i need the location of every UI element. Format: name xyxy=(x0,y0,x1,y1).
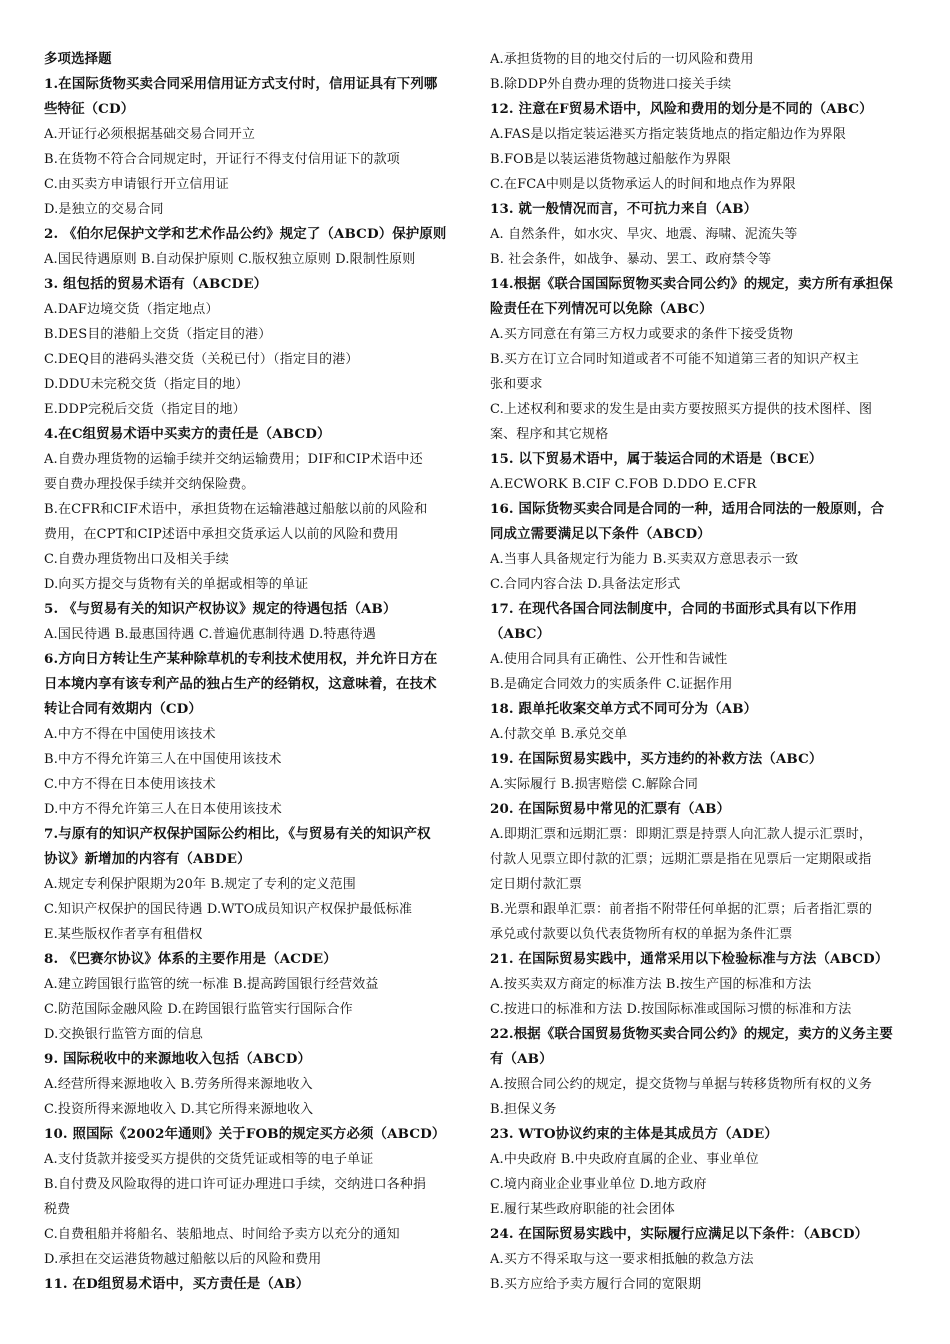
option-text-line: D.是独立的交易合同 xyxy=(44,202,164,217)
option-text-line: B.自付费及风险取得的进口许可证办理进口手续，交纳进口各种捐 xyxy=(44,1177,427,1192)
option-text-line: A.国民待遇 B.最惠国待遇 C.普遍优惠制待遇 D.特惠待遇 xyxy=(44,627,376,642)
question-text-line: 协议》新增加的内容有（ABDE） xyxy=(44,851,251,867)
question-text-line: 转让合同有效期内（CD） xyxy=(44,701,202,717)
question-text-line: 5. 《与贸易有关的知识产权协议》规定的待遇包括（AB） xyxy=(44,601,397,617)
option-text-line: C.投资所得来源地收入 D.其它所得来源地收入 xyxy=(44,1102,314,1117)
option-text-line: 费用，在CPT和CIP述语中承担交货承运人以前的风险和费用 xyxy=(44,527,399,542)
option-text-line: C.上述权利和要求的发生是由卖方要按照买方提供的技术图样、图 xyxy=(490,402,873,417)
option-text-line: D.中方不得允许第三人在日本使用该技术 xyxy=(44,802,282,817)
option-text-line: B.在CFR和CIF术语中，承担货物在运输港越过船舷以前的风险和 xyxy=(44,502,428,517)
option-text-line: A.按买卖双方商定的标准方法 B.按生产国的标准和方法 xyxy=(490,977,812,992)
option-text-line: B.买方应给予卖方履行合同的宽限期 xyxy=(490,1277,702,1292)
option-text-line: A. 自然条件，如水灾、旱灾、地震、海啸、泥流失等 xyxy=(490,227,798,242)
option-text-line: 税费 xyxy=(44,1202,71,1217)
option-text-line: B.DES目的港船上交货（指定目的港） xyxy=(44,327,272,342)
option-text-line: C.知识产权保护的国民待遇 D.WTO成员知识产权保护最低标准 xyxy=(44,902,413,917)
option-text-line: B.买方在订立合同时知道或者不可能不知道第三者的知识产权主 xyxy=(490,352,860,367)
question-text-line: 有（AB） xyxy=(490,1051,553,1067)
option-text-line: A.即期汇票和远期汇票：即期汇票是持票人向汇款人提示汇票时， xyxy=(490,827,873,842)
option-text-line: C.自费租船并将船名、装船地点、时间给予卖方以充分的通知 xyxy=(44,1227,400,1242)
option-text-line: C.境内商业企业事业单位 D.地方政府 xyxy=(490,1177,707,1192)
option-text-line: 定日期付款汇票 xyxy=(490,877,583,892)
option-text-line: C.防范国际金融风险 D.在跨国银行监管实行国际合作 xyxy=(44,1002,353,1017)
option-text-line: A.ECWORK B.CIF C.FOB D.DDO E.CFR xyxy=(490,477,757,492)
option-text-line: E.DDP完税后交货（指定目的地） xyxy=(44,402,246,417)
option-text-line: A.当事人具备规定行为能力 B.买卖双方意思表示一致 xyxy=(490,552,799,567)
option-text-line: A.经营所得来源地收入 B.劳务所得来源地收入 xyxy=(44,1077,313,1092)
option-text-line: B. 社会条件，如战争、暴动、罢工、政府禁令等 xyxy=(490,252,772,267)
option-text-line: C.在FCA中则是以货物承运人的时间和地点作为界限 xyxy=(490,177,796,192)
option-text-line: A.买方同意在有第三方权力或要求的条件下接受货物 xyxy=(490,327,794,342)
question-text-line: 14.根据《联合国国际贸物买卖合同公约》的规定，卖方所有承担保 xyxy=(490,276,893,292)
question-text-line: 21. 在国际贸易实践中，通常采用以下检验标准与方法（ABCD） xyxy=(490,951,889,967)
question-text-line: 1.在国际货物买卖合同采用信用证方式支付时，信用证具有下列哪 xyxy=(44,76,438,92)
question-text-line: 同成立需要满足以下条件（ABCD） xyxy=(490,526,711,542)
option-text-line: B.中方不得允许第三人在中国使用该技术 xyxy=(44,752,282,767)
option-text-line: B.在货物不符合合同规定时，开证行不得支付信用证下的款项 xyxy=(44,152,400,167)
question-text-line: 11. 在D组贸易术语中，买方责任是（AB） xyxy=(44,1276,310,1292)
question-text-line: 12. 注意在F贸易术语中，风险和费用的划分是不同的（ABC） xyxy=(490,101,873,117)
question-text-line: 10. 照国际《2002年通则》关于FOB的规定买方必须（ABCD） xyxy=(44,1126,446,1142)
option-text-line: A.自费办理货物的运输手续并交纳运输费用；DIF和CIP术语中还 xyxy=(44,452,423,467)
question-text-line: 23. WTO协议约束的主体是其成员方（ADE） xyxy=(490,1126,778,1142)
option-text-line: 承兑或付款要以负代表货物所有权的单据为条件汇票 xyxy=(490,927,793,942)
left-column xyxy=(44,47,464,1297)
option-text-line: C.由买卖方申请银行开立信用证 xyxy=(44,177,229,192)
question-text-line: 日本境内享有该专利产品的独占生产的经销权，这意味着，在技术 xyxy=(44,676,437,692)
question-text-line: 19. 在国际贸易实践中，买方违约的补救方法（ABC） xyxy=(490,751,823,767)
option-text-line: B.FOB是以装运港货物越过船舷作为界限 xyxy=(490,152,731,167)
option-text-line: D.DDU未完税交货（指定目的地） xyxy=(44,377,249,392)
option-text-line: A.买方不得采取与这一要求相抵触的救急方法 xyxy=(490,1252,754,1267)
option-text-line: 要自费办理投保手续并交纳保险费。 xyxy=(44,477,255,492)
option-text-line: E.某些版权作者享有租借权 xyxy=(44,927,203,942)
question-text-line: 9. 国际税收中的来源地收入包括（ABCD） xyxy=(44,1051,312,1067)
option-text-line: A.实际履行 B.损害赔偿 C.解除合同 xyxy=(490,777,699,792)
question-text-line: 6.方向日方转让生产某种除草机的专利技术使用权，并允许日方在 xyxy=(44,651,438,667)
option-text-line: D.向买方提交与货物有关的单据或相等的单证 xyxy=(44,577,309,592)
option-text-line: C.自费办理货物出口及相关手续 xyxy=(44,552,229,567)
option-text-line: A.付款交单 B.承兑交单 xyxy=(490,727,628,742)
option-text-line: A.开证行必须根据基础交易合同开立 xyxy=(44,127,256,142)
option-text-line: A.FAS是以指定装运港买方指定装货地点的指定船边作为界限 xyxy=(490,127,847,142)
question-text-line: 3. 组包括的贸易术语有（ABCDE） xyxy=(44,276,268,292)
option-text-line: A.使用合同具有正确性、公开性和告诫性 xyxy=(490,652,728,667)
option-text-line: E.履行某些政府职能的社会团体 xyxy=(490,1202,675,1217)
option-text-line: B.除DDP外自费办理的货物进口接关手续 xyxy=(490,77,732,92)
right-column xyxy=(490,47,910,1297)
question-text-line: 些特征（CD） xyxy=(44,101,135,117)
option-text-line: C.中方不得在日本使用该技术 xyxy=(44,777,216,792)
option-text-line: C.DEQ目的港码头港交货（关税已付）（指定目的港） xyxy=(44,352,359,367)
section-heading: 多项选择题 xyxy=(44,51,112,67)
option-text-line: B.光票和跟单汇票：前者指不附带任何单据的汇票；后者指汇票的 xyxy=(490,902,873,917)
option-text-line: A.中方不得在中国使用该技术 xyxy=(44,727,216,742)
option-text-line: 张和要求 xyxy=(490,377,543,392)
question-text-line: 险责任在下列情况可以免除（ABC） xyxy=(490,301,713,317)
option-text-line: C.按进口的标准和方法 D.按国际标准或国际习惯的标准和方法 xyxy=(490,1002,852,1017)
option-text-line: A.支付货款并接受买方提供的交货凭证或相等的电子单证 xyxy=(44,1152,374,1167)
question-text-line: 16. 国际货物买卖合同是合同的一种，适用合同法的一般原则，合 xyxy=(490,501,885,517)
question-text-line: 18. 跟单托收案交单方式不同可分为（AB） xyxy=(490,701,758,717)
option-text-line: B.是确定合同效力的实质条件 C.证据作用 xyxy=(490,677,733,692)
question-text-line: （ABC） xyxy=(490,626,551,642)
option-text-line: A.按照合同公约的规定，提交货物与单据与转移货物所有权的义务 xyxy=(490,1077,873,1092)
question-text-line: 24. 在国际贸易实践中，实际履行应满足以下条件：（ABCD） xyxy=(490,1226,869,1242)
option-text-line: 付款人见票立即付款的汇票；远期汇票是指在见票后一定期限或指 xyxy=(490,852,872,867)
question-text-line: 17. 在现代各国合同法制度中，合同的书面形式具有以下作用 xyxy=(490,601,858,617)
option-text-line: D.承担在交运港货物越过船舷以后的风险和费用 xyxy=(44,1252,322,1267)
option-text-line: A.中央政府 B.中央政府直属的企业、事业单位 xyxy=(490,1152,759,1167)
option-text-line: D.交换银行监管方面的信息 xyxy=(44,1027,204,1042)
option-text-line: A.承担货物的目的地交付后的一切风险和费用 xyxy=(490,52,754,67)
option-text-line: A.DAF边境交货（指定地点） xyxy=(44,302,219,317)
option-text-line: A.建立跨国银行监管的统一标准 B.提高跨国银行经营效益 xyxy=(44,977,379,992)
question-text-line: 13. 就一般情况而言，不可抗力来自（AB） xyxy=(490,201,758,217)
option-text-line: A.规定专利保护限期为20年 B.规定了专利的定义范围 xyxy=(44,877,356,892)
question-text-line: 15. 以下贸易术语中，属于装运合同的术语是（BCE） xyxy=(490,451,823,467)
option-text-line: C.合同内容合法 D.具备法定形式 xyxy=(490,577,681,592)
option-text-line: 案、程序和其它规格 xyxy=(490,427,609,442)
question-text-line: 22.根据《联合国贸易货物买卖合同公约》的规定，卖方的义务主要 xyxy=(490,1026,893,1042)
question-text-line: 2. 《伯尔尼保护文学和艺术作品公约》规定了（ABCD）保护原则 xyxy=(44,226,447,242)
option-text-line: A.国民待遇原则 B.自动保护原则 C.版权独立原则 D.限制性原则 xyxy=(44,252,416,267)
question-text-line: 20. 在国际贸易中常见的汇票有（AB） xyxy=(490,801,731,817)
question-text-line: 8. 《巴赛尔协议》体系的主要作用是（ACDE） xyxy=(44,951,337,967)
question-text-line: 7.与原有的知识产权保护国际公约相比，《与贸易有关的知识产权 xyxy=(44,826,431,842)
question-text-line: 4.在C组贸易术语中买卖方的责任是（ABCD） xyxy=(44,426,331,442)
option-text-line: B.担保义务 xyxy=(490,1102,557,1117)
